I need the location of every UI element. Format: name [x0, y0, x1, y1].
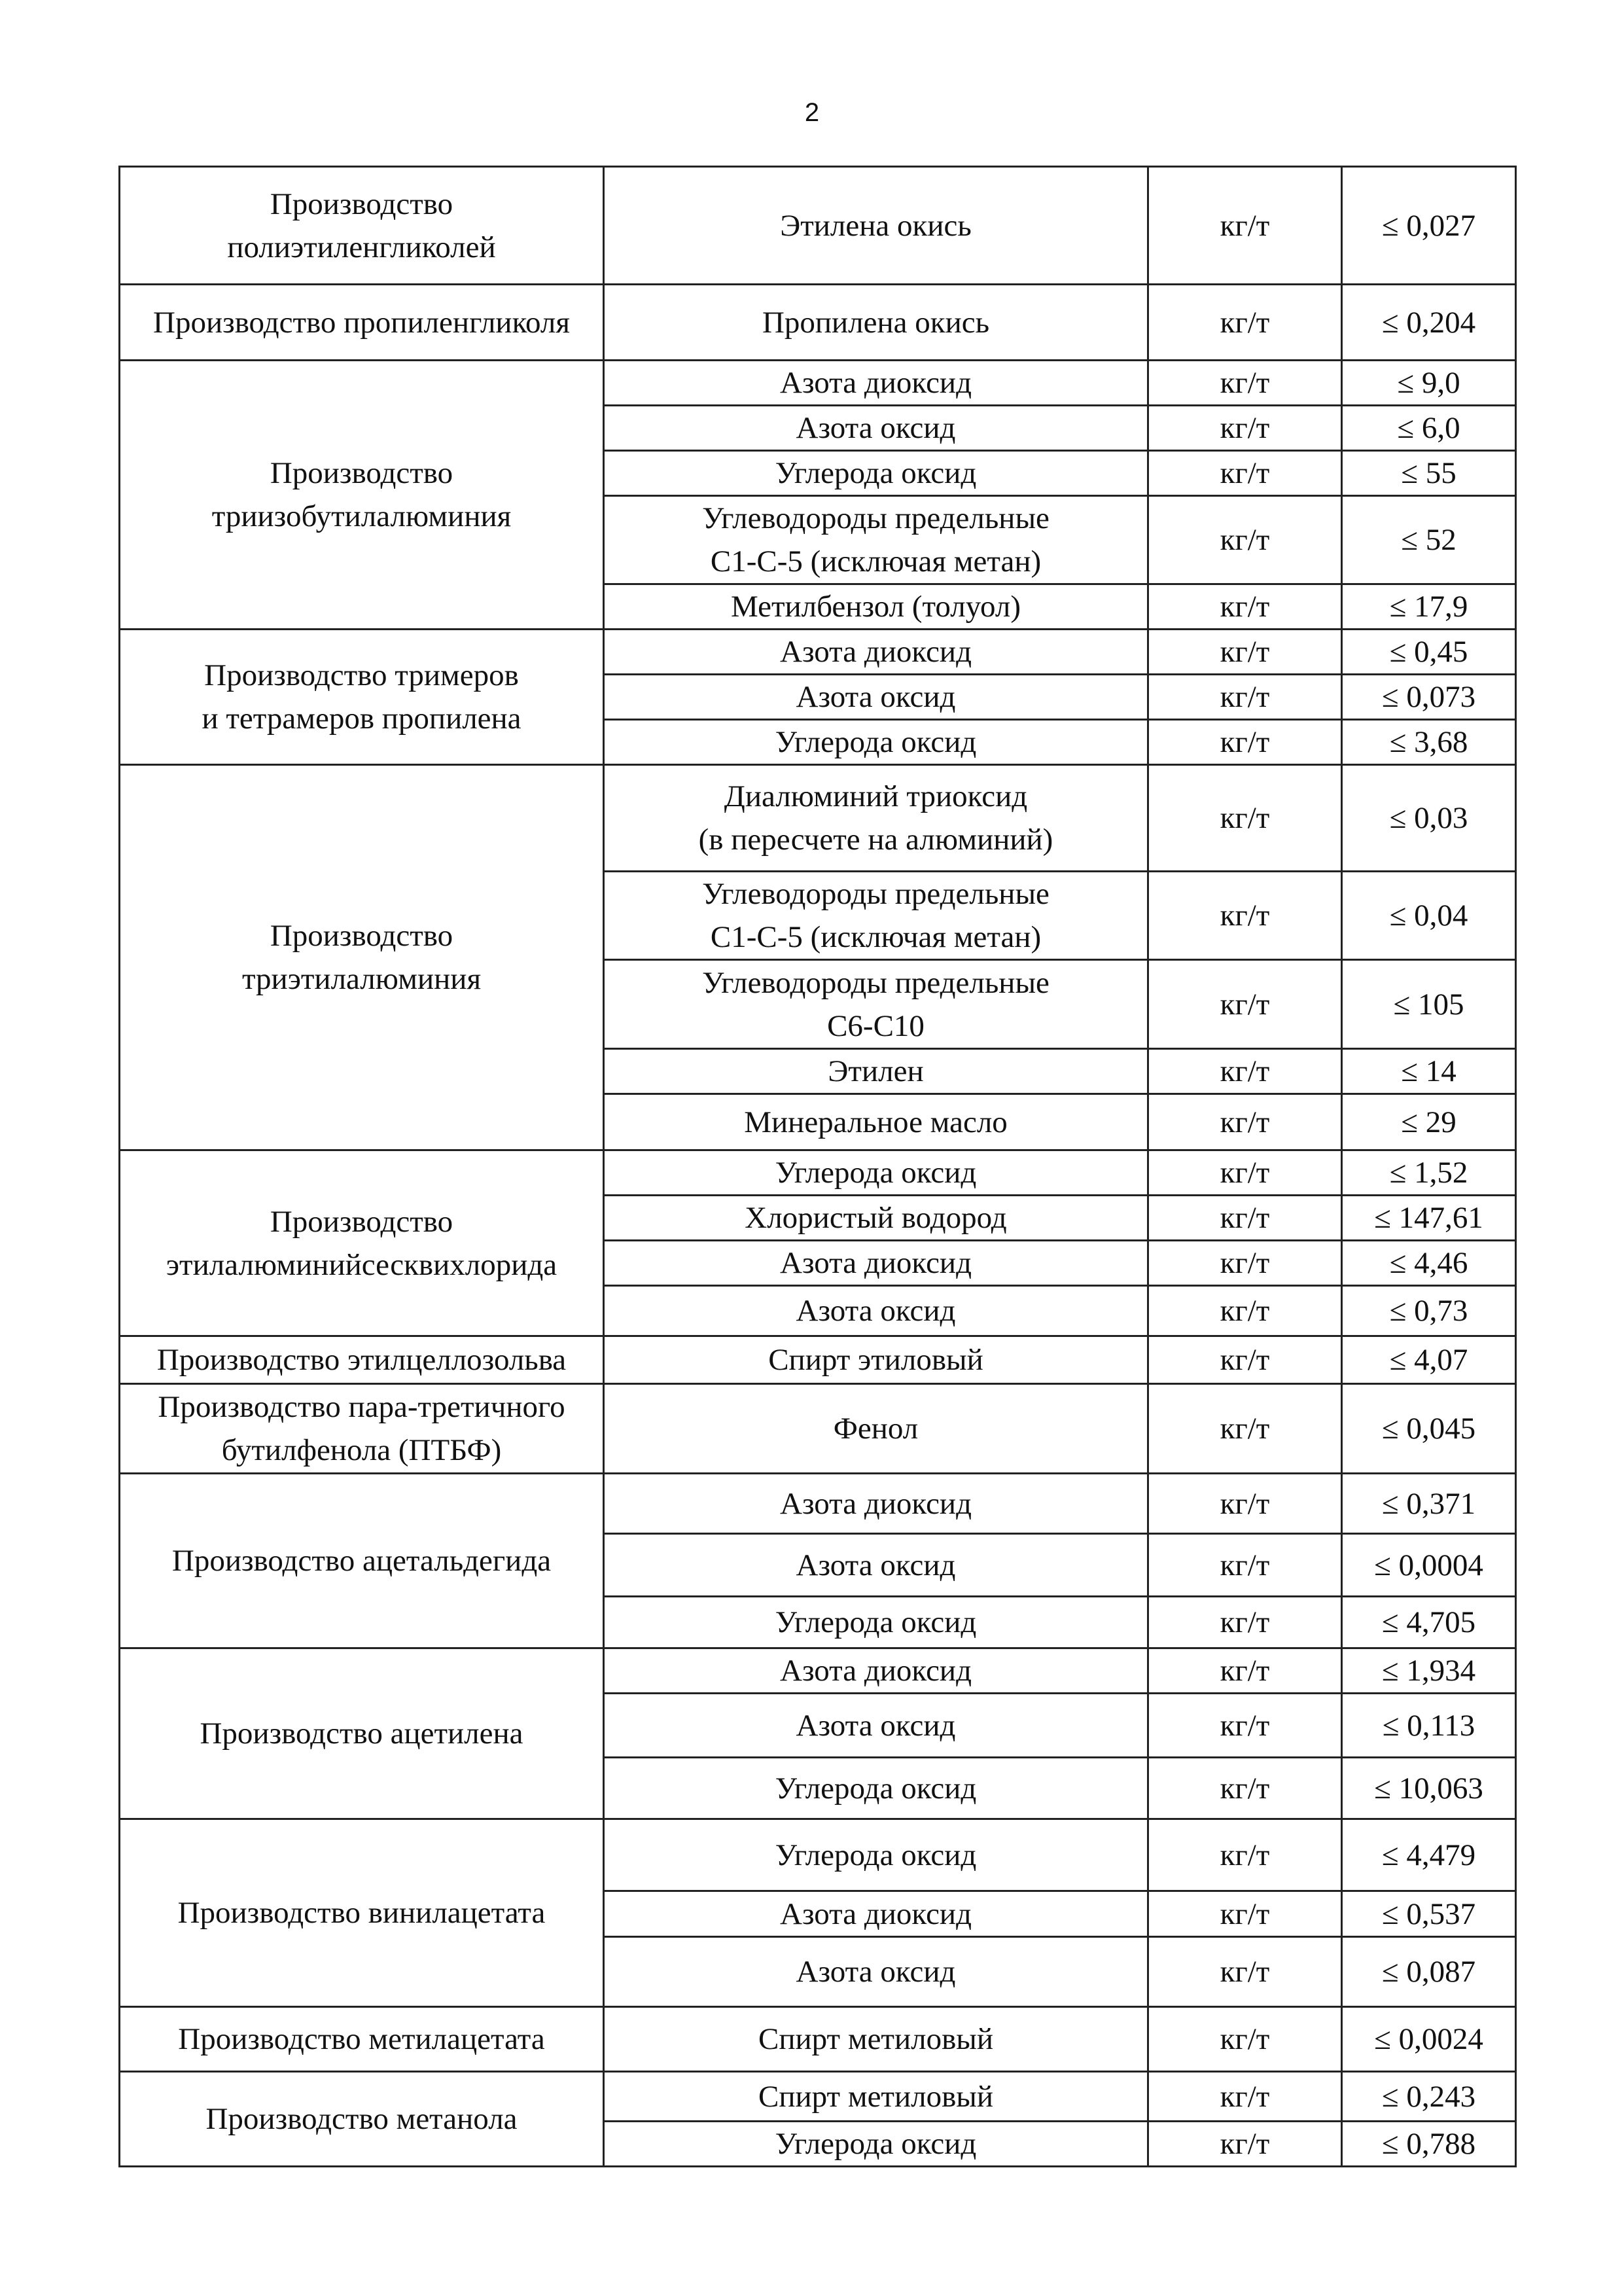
substance-name: Этилен — [828, 1054, 924, 1088]
unit-cell: кг/т — [1148, 872, 1342, 960]
unit-cell: кг/т — [1148, 1094, 1342, 1150]
table-row — [120, 1819, 1516, 1891]
substance-cell — [604, 630, 1148, 675]
substance-cell — [604, 1819, 1148, 1891]
unit-cell: кг/т — [1148, 1694, 1342, 1758]
emission-limits-table — [118, 166, 1517, 2167]
unit-cell: кг/т — [1148, 720, 1342, 765]
substance-cell — [604, 584, 1148, 630]
production-cell — [120, 1648, 604, 1819]
unit-cell: кг/т — [1148, 960, 1342, 1049]
substance-cell — [604, 1758, 1148, 1819]
limit-cell: ≤ 4,479 — [1342, 1819, 1516, 1891]
substance-name: Спирт этиловый — [768, 1343, 983, 1377]
substance-cell — [604, 1049, 1148, 1094]
limit-cell: ≤ 0,788 — [1342, 2122, 1516, 2167]
table-row — [120, 630, 1516, 675]
limit-cell: ≤ 1,52 — [1342, 1150, 1516, 1196]
limit-cell: ≤ 4,07 — [1342, 1336, 1516, 1384]
substance-cell — [604, 1597, 1148, 1648]
unit-cell: кг/т — [1148, 1758, 1342, 1819]
production-name: Производство — [270, 919, 453, 953]
production-cell — [120, 765, 604, 1150]
unit-cell: кг/т — [1148, 1384, 1342, 1474]
substance-cell — [604, 2122, 1148, 2167]
limit-cell: ≤ 0,0024 — [1342, 2007, 1516, 2072]
limit-cell: ≤ 0,073 — [1342, 675, 1516, 720]
substance-name: Метилбензол (толуол) — [730, 590, 1021, 624]
limit-cell: ≤ 0,537 — [1342, 1891, 1516, 1937]
unit-cell: кг/т — [1148, 1937, 1342, 2007]
substance-name: Углерода оксид — [775, 1771, 977, 1806]
limit-cell: ≤ 105 — [1342, 960, 1516, 1049]
unit-cell: кг/т — [1148, 1891, 1342, 1937]
substance-name: Этилена окись — [780, 208, 972, 243]
unit-cell: кг/т — [1148, 2007, 1342, 2072]
unit-cell: кг/т — [1148, 675, 1342, 720]
limit-cell: ≤ 0,371 — [1342, 1474, 1516, 1534]
production-cell — [120, 361, 604, 630]
production-name: и тетрамеров пропилена — [202, 702, 521, 736]
substance-cell — [604, 1694, 1148, 1758]
substance-name: Азота диоксид — [780, 635, 972, 669]
unit-cell: кг/т — [1148, 1336, 1342, 1384]
production-name: этилалюминийсесквихлорида — [166, 1247, 557, 1282]
limit-cell: ≤ 147,61 — [1342, 1196, 1516, 1241]
substance-cell — [604, 872, 1148, 960]
substance-name: Фенол — [833, 1412, 919, 1446]
production-name: бутилфенола (ПТБФ) — [221, 1433, 502, 1467]
limit-cell: ≤ 0,045 — [1342, 1384, 1516, 1474]
unit-cell: кг/т — [1148, 1597, 1342, 1648]
table-row — [120, 765, 1516, 872]
unit-cell: кг/т — [1148, 1534, 1342, 1597]
substance-cell — [604, 285, 1148, 361]
substance-name: Углеводороды предельные — [702, 965, 1050, 1000]
limit-cell: ≤ 55 — [1342, 451, 1516, 496]
unit-cell: кг/т — [1148, 406, 1342, 451]
substance-name: Азота диоксид — [780, 1246, 972, 1280]
production-name: Производство пропиленгликоля — [153, 305, 570, 340]
table-row — [120, 1150, 1516, 1196]
substance-name: Углерода оксид — [775, 2127, 977, 2161]
limit-cell: ≤ 9,0 — [1342, 361, 1516, 406]
limit-cell: ≤ 0,087 — [1342, 1937, 1516, 2007]
substance-cell — [604, 1094, 1148, 1150]
substance-name: Углерода оксид — [775, 1156, 977, 1190]
substance-cell — [604, 1241, 1148, 1286]
substance-name: Диалюминий триоксид — [724, 779, 1028, 813]
substance-name: Азота оксид — [796, 411, 956, 445]
table-row — [120, 1474, 1516, 1534]
production-cell — [120, 1384, 604, 1474]
limit-cell: ≤ 0,0004 — [1342, 1534, 1516, 1597]
limit-cell: ≤ 52 — [1342, 496, 1516, 584]
substance-name: Азота диоксид — [780, 1486, 972, 1521]
substance-cell — [604, 1891, 1148, 1937]
limit-cell: ≤ 1,934 — [1342, 1648, 1516, 1694]
unit-cell: кг/т — [1148, 1648, 1342, 1694]
substance-name: Углерода оксид — [775, 1605, 977, 1639]
limit-cell: ≤ 0,73 — [1342, 1286, 1516, 1336]
limit-cell: ≤ 10,063 — [1342, 1758, 1516, 1819]
unit-cell: кг/т — [1148, 1150, 1342, 1196]
limit-cell: ≤ 0,204 — [1342, 285, 1516, 361]
substance-name: С1-С-5 (исключая метан) — [710, 544, 1042, 578]
limit-cell: ≤ 4,46 — [1342, 1241, 1516, 1286]
production-name: Производство этилцеллозольва — [156, 1343, 567, 1377]
substance-name: Азота оксид — [796, 1955, 956, 1989]
unit-cell: кг/т — [1148, 1241, 1342, 1286]
substance-name: Пропилена окись — [762, 305, 990, 340]
unit-cell: кг/т — [1148, 1196, 1342, 1241]
substance-name: Хлористый водород — [745, 1201, 1007, 1235]
limit-cell: ≤ 6,0 — [1342, 406, 1516, 451]
substance-name: Углерода оксид — [775, 456, 977, 490]
production-name: триизобутилалюминия — [211, 499, 512, 533]
limit-cell: ≤ 17,9 — [1342, 584, 1516, 630]
substance-name: (в пересчете на алюминий) — [698, 823, 1053, 857]
unit-cell: кг/т — [1148, 584, 1342, 630]
substance-name: Азота оксид — [796, 680, 956, 714]
limit-cell: ≤ 0,113 — [1342, 1694, 1516, 1758]
page-number: 2 — [804, 98, 820, 127]
production-name: Производство — [270, 187, 453, 221]
table-row — [120, 1384, 1516, 1474]
substance-cell — [604, 1196, 1148, 1241]
table-row — [120, 2007, 1516, 2072]
table-row — [120, 1648, 1516, 1694]
substance-cell — [604, 1336, 1148, 1384]
production-cell — [120, 630, 604, 765]
substance-cell — [604, 720, 1148, 765]
unit-cell: кг/т — [1148, 451, 1342, 496]
substance-cell — [604, 1937, 1148, 2007]
limit-cell: ≤ 0,027 — [1342, 167, 1516, 285]
substance-cell — [604, 361, 1148, 406]
table-row — [120, 2072, 1516, 2122]
production-cell — [120, 1336, 604, 1384]
table-row — [120, 361, 1516, 406]
production-cell — [120, 285, 604, 361]
production-name: Производство ацетальдегида — [171, 1544, 552, 1578]
production-name: Производство — [270, 1204, 453, 1239]
limit-cell: ≤ 4,705 — [1342, 1597, 1516, 1648]
substance-cell — [604, 1474, 1148, 1534]
production-cell — [120, 1150, 604, 1336]
substance-name: Углерода оксид — [775, 1838, 977, 1872]
production-name: Производство пара-третичного — [158, 1390, 565, 1424]
unit-cell: кг/т — [1148, 1049, 1342, 1094]
substance-cell — [604, 1534, 1148, 1597]
production-name: Производство винилацетата — [177, 1896, 546, 1930]
unit-cell: кг/т — [1148, 1474, 1342, 1534]
unit-cell: кг/т — [1148, 167, 1342, 285]
unit-cell: кг/т — [1148, 496, 1342, 584]
limit-cell: ≤ 3,68 — [1342, 720, 1516, 765]
substance-name: Углеводороды предельные — [702, 877, 1050, 911]
substance-name: Углеводороды предельные — [702, 501, 1050, 535]
substance-name: Минеральное масло — [744, 1105, 1008, 1139]
substance-name: С6-С10 — [827, 1008, 925, 1043]
table-row — [120, 167, 1516, 285]
unit-cell: кг/т — [1148, 285, 1342, 361]
substance-cell — [604, 1648, 1148, 1694]
unit-cell: кг/т — [1148, 361, 1342, 406]
limit-cell: ≤ 0,243 — [1342, 2072, 1516, 2122]
unit-cell: кг/т — [1148, 1286, 1342, 1336]
substance-cell — [604, 1286, 1148, 1336]
unit-cell: кг/т — [1148, 630, 1342, 675]
production-cell — [120, 1474, 604, 1648]
unit-cell: кг/т — [1148, 1819, 1342, 1891]
substance-cell — [604, 675, 1148, 720]
substance-name: Азота диоксид — [780, 1896, 972, 1931]
production-cell — [120, 2007, 604, 2072]
limit-cell: ≤ 14 — [1342, 1049, 1516, 1094]
substance-cell — [604, 960, 1148, 1049]
table-body — [120, 167, 1516, 2167]
unit-cell: кг/т — [1148, 2072, 1342, 2122]
limit-cell: ≤ 29 — [1342, 1094, 1516, 1150]
substance-name: Азота оксид — [796, 1708, 956, 1743]
substance-name: Азота оксид — [796, 1294, 956, 1328]
production-name: полиэтиленгликолей — [227, 230, 496, 264]
limit-cell: ≤ 0,04 — [1342, 872, 1516, 960]
substance-name: Спирт метиловый — [758, 2079, 993, 2114]
production-name: Производство метанола — [205, 2102, 518, 2136]
limit-cell: ≤ 0,45 — [1342, 630, 1516, 675]
substance-name: С1-С-5 (исключая метан) — [710, 920, 1042, 954]
production-cell — [120, 167, 604, 285]
substance-name: Спирт метиловый — [758, 2022, 993, 2056]
substance-cell — [604, 451, 1148, 496]
table-row — [120, 285, 1516, 361]
substance-cell — [604, 765, 1148, 872]
production-name: Производство ацетилена — [200, 1717, 523, 1751]
production-cell — [120, 2072, 604, 2167]
substance-cell — [604, 1384, 1148, 1474]
substance-cell — [604, 2072, 1148, 2122]
production-name: Производство — [270, 456, 453, 490]
substance-cell — [604, 496, 1148, 584]
production-name: Производство метилацетата — [178, 2022, 545, 2056]
unit-cell: кг/т — [1148, 765, 1342, 872]
substance-cell — [604, 2007, 1148, 2072]
production-cell — [120, 1819, 604, 2007]
substance-name: Азота диоксид — [780, 1654, 972, 1688]
substance-name: Азота диоксид — [780, 366, 972, 400]
substance-name: Углерода оксид — [775, 725, 977, 759]
production-name: триэтилалюминия — [241, 962, 482, 996]
substance-cell — [604, 167, 1148, 285]
substance-cell — [604, 406, 1148, 451]
table-row — [120, 1336, 1516, 1384]
substance-cell — [604, 1150, 1148, 1196]
substance-name: Азота оксид — [796, 1548, 956, 1582]
limit-cell: ≤ 0,03 — [1342, 765, 1516, 872]
production-name: Производство тримеров — [204, 658, 519, 692]
unit-cell: кг/т — [1148, 2122, 1342, 2167]
